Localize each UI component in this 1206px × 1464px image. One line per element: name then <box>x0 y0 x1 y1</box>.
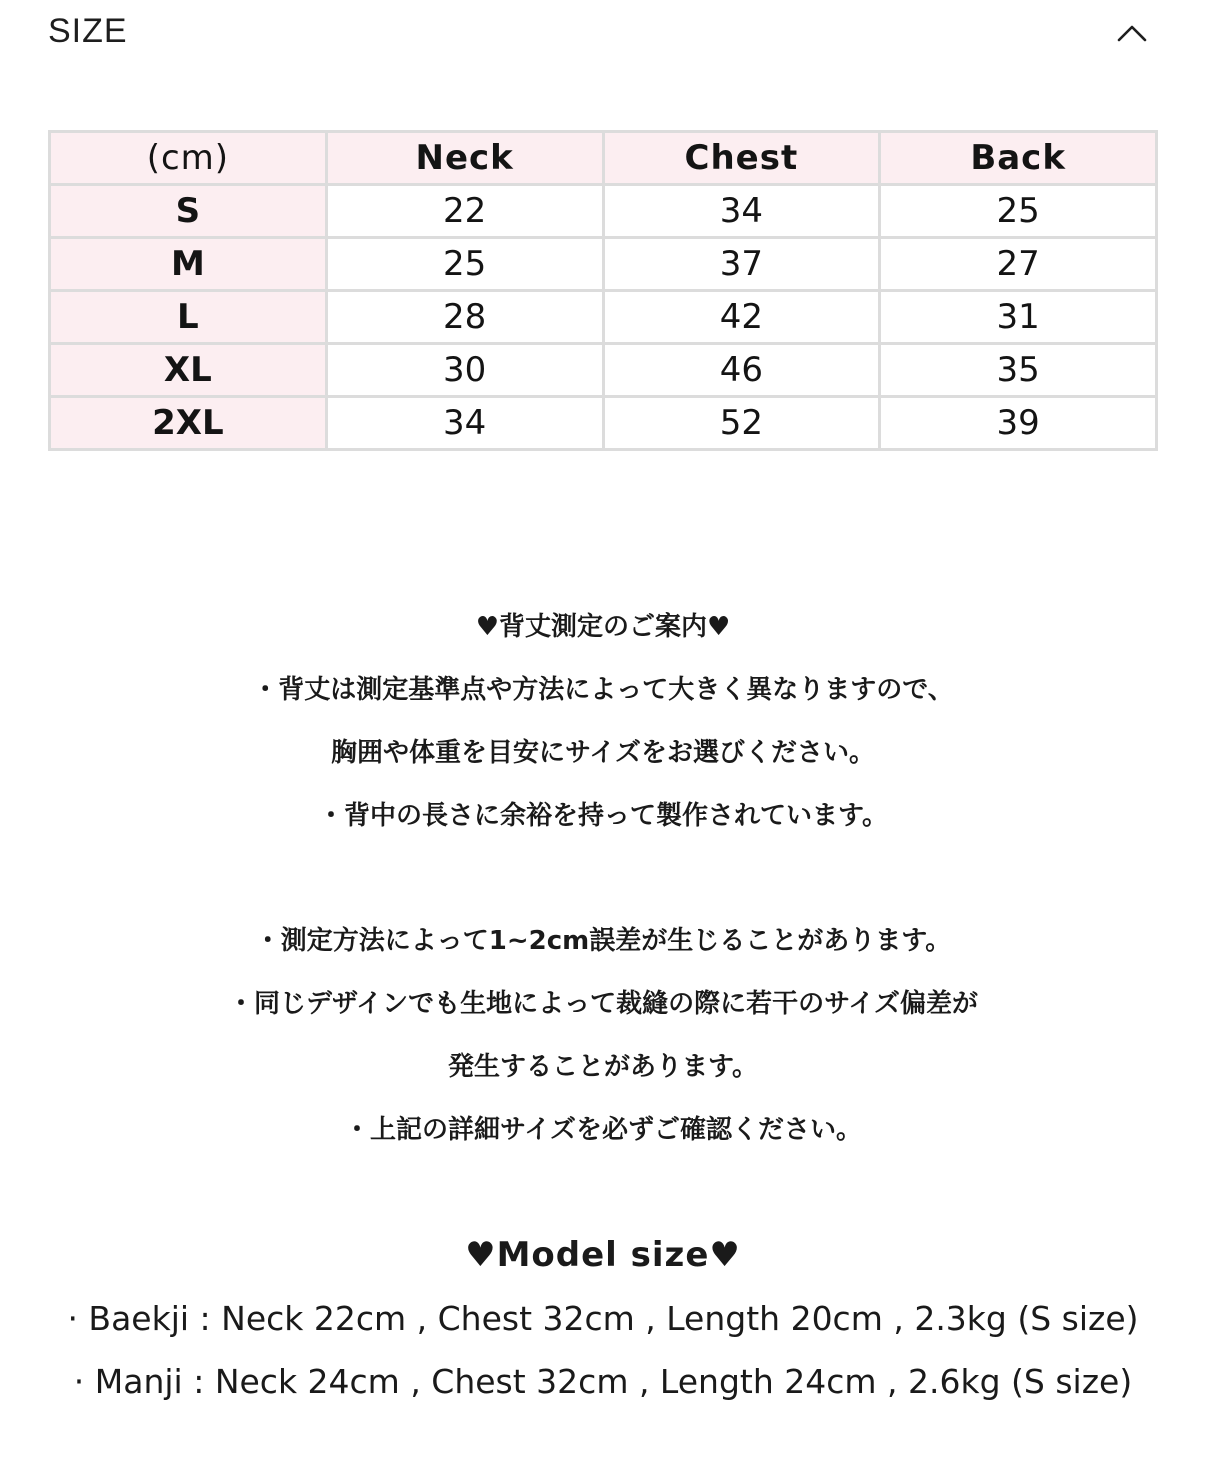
guide-title: ♥背丈測定のご案内♥ <box>475 612 731 642</box>
neck-value: 25 <box>326 238 603 291</box>
guide-line: ・背中の長さに余裕を持って製作されています。 <box>318 801 888 831</box>
size-label: M <box>50 238 327 291</box>
column-header-back: Back <box>880 132 1157 185</box>
size-label: S <box>50 185 327 238</box>
chest-value: 46 <box>603 344 880 397</box>
size-table <box>48 130 1158 451</box>
model-size-title: ♥Model size♥ <box>465 1235 741 1275</box>
section-title: SIZE <box>48 12 128 50</box>
table-header-row <box>50 132 1157 185</box>
chest-value: 37 <box>603 238 880 291</box>
size-label: XL <box>50 344 327 397</box>
model-size-line: · Manji : Neck 24cm , Chest 32cm , Length 24cm , 2.6kg (S size) <box>73 1362 1133 1401</box>
chest-value: 42 <box>603 291 880 344</box>
back-value: 35 <box>880 344 1157 397</box>
size-label: 2XL <box>50 397 327 450</box>
model-size-line: · Baekji : Neck 22cm , Chest 32cm , Length 20cm , 2.3kg (S size) <box>67 1299 1139 1338</box>
guide-line: ・上記の詳細サイズを必ずご確認ください。 <box>344 1115 862 1145</box>
neck-value: 30 <box>326 344 603 397</box>
chest-value: 34 <box>603 185 880 238</box>
guide-line: ・同じデザインでも生地によって裁縫の際に若干のサイズ偏差が <box>227 989 979 1019</box>
guide-line: ・背丈は測定基準点や方法によって大きく異なりますので、 <box>252 675 954 705</box>
column-header-unit: (cm) <box>50 132 327 185</box>
table-row <box>50 397 1157 450</box>
table-row <box>50 238 1157 291</box>
table-row <box>50 344 1157 397</box>
neck-value: 28 <box>326 291 603 344</box>
guide-spacer <box>0 848 1206 910</box>
size-label: L <box>50 291 327 344</box>
table-row <box>50 185 1157 238</box>
measurement-guide <box>0 596 1206 1162</box>
guide-line: ・測定方法によって1~2cm誤差が生じることがあります。 <box>254 926 952 956</box>
back-value: 39 <box>880 397 1157 450</box>
table-row <box>50 291 1157 344</box>
back-value: 27 <box>880 238 1157 291</box>
back-value: 31 <box>880 291 1157 344</box>
neck-value: 22 <box>326 185 603 238</box>
guide-line: 胸囲や体重を目安にサイズをお選びください。 <box>331 738 875 768</box>
chevron-up-icon[interactable] <box>1112 16 1152 50</box>
chest-value: 52 <box>603 397 880 450</box>
back-value: 25 <box>880 185 1157 238</box>
size-section-header[interactable] <box>0 0 1206 70</box>
column-header-neck: Neck <box>326 132 603 185</box>
guide-line: 発生することがあります。 <box>448 1052 758 1082</box>
neck-value: 34 <box>326 397 603 450</box>
column-header-chest: Chest <box>603 132 880 185</box>
